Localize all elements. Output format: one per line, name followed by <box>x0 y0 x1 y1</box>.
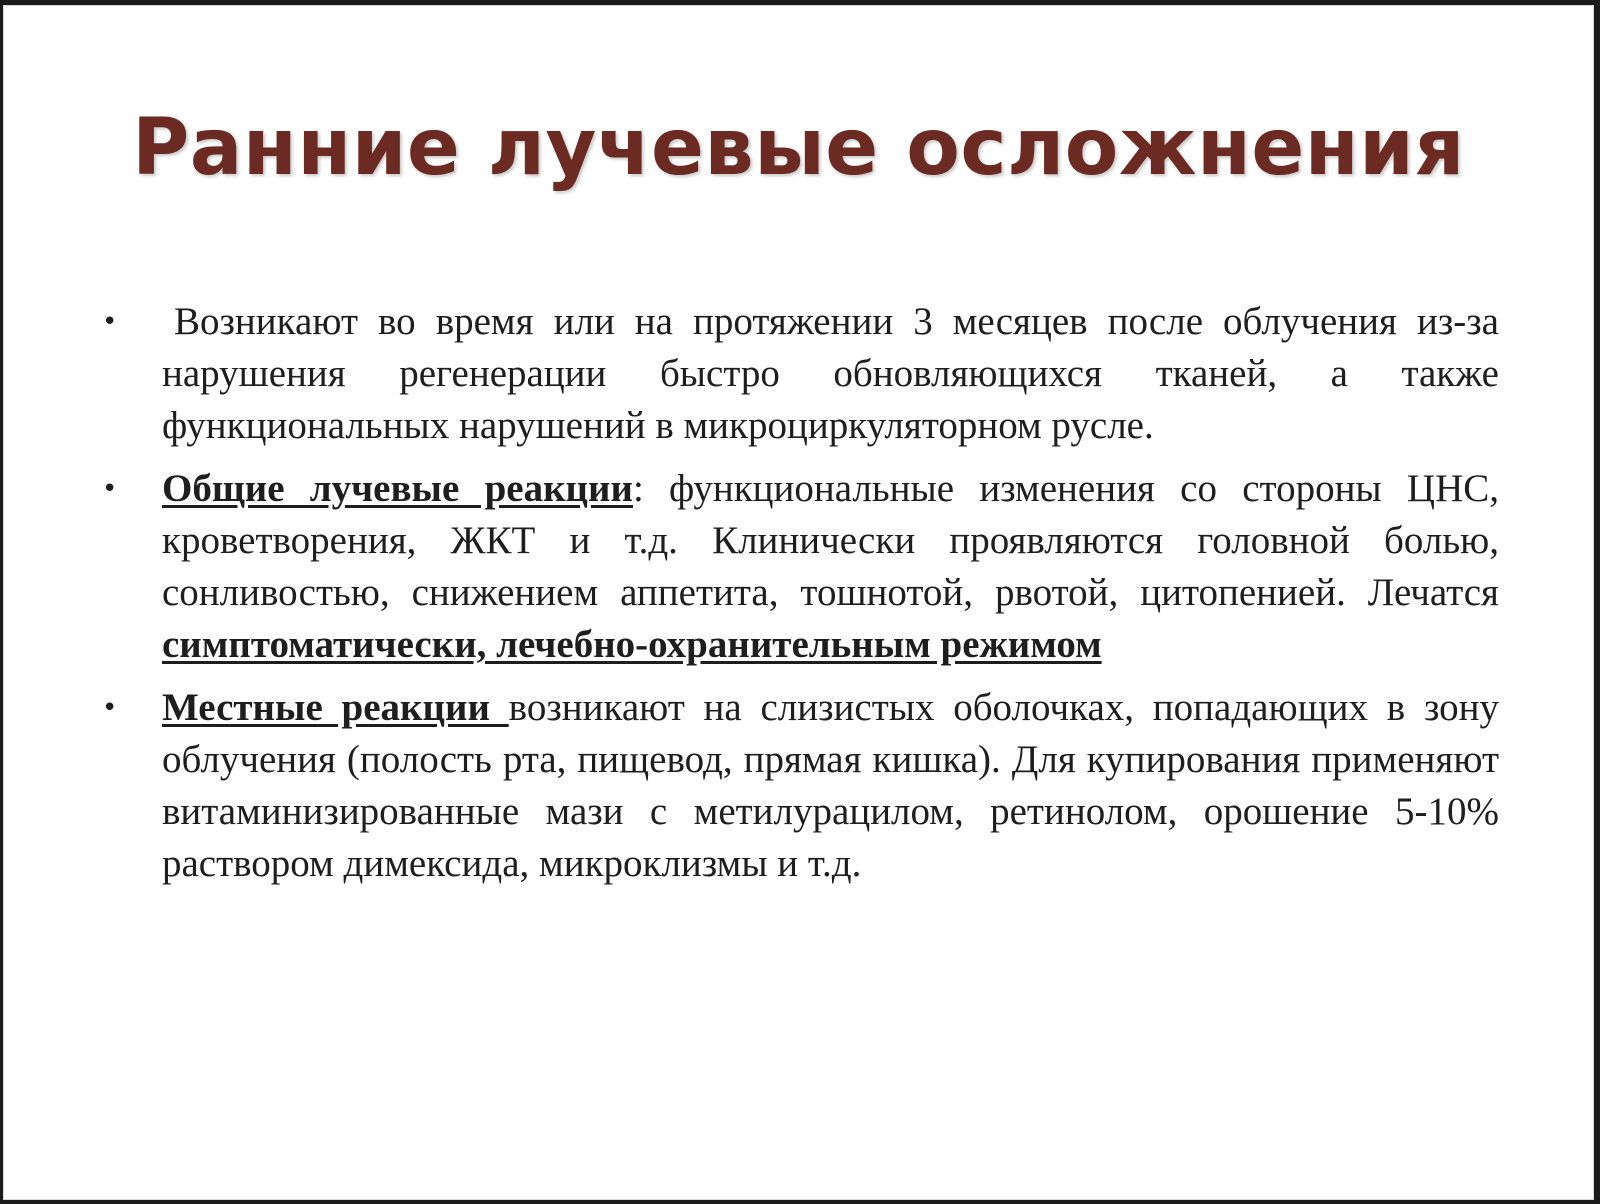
bullet-text: возникают на слизистых оболочках, попадающих в зону облучения (полость рта, пищевод, прямая кишка). Для купирования применяют витаминизированные мази с метилурацилом, ретинолом, орошение 5-10% раствором димексида, микроклизмы и т.д. <box>162 686 1499 885</box>
bullet-icon: • <box>102 307 118 337</box>
bullet-text: : функциональные изменения со стороны ЦНС, кроветворения, ЖКТ и т.д. Клинически проявляются головной болью, сонливостью, снижением аппетита, тошнотой, рвотой, цитопенией. Лечатся <box>162 467 1499 614</box>
slide <box>3 5 1594 1200</box>
bullet-item-general-reactions <box>102 463 1499 671</box>
term-local-reactions: Местные реакции <box>162 686 509 729</box>
bullet-icon: • <box>102 474 118 504</box>
treatment-emphasis: симптоматически, лечебно-охранительным режимом <box>162 623 1102 666</box>
bullet-icon: • <box>102 693 118 723</box>
bullet-text: Возникают во время или на протяжении 3 месяцев после облучения из-за нарушения регенерации быстро обновляющихся тканей, а также функциональных нарушений в микроциркуляторном русле. <box>162 300 1499 447</box>
term-general-reactions: Общие лучевые реакции <box>162 467 633 510</box>
slide-title: Ранние лучевые осложнения <box>132 103 1465 193</box>
bullet-item-onset <box>102 296 1499 452</box>
bullet-item-local-reactions <box>102 682 1499 890</box>
bullet-list <box>102 296 1499 901</box>
